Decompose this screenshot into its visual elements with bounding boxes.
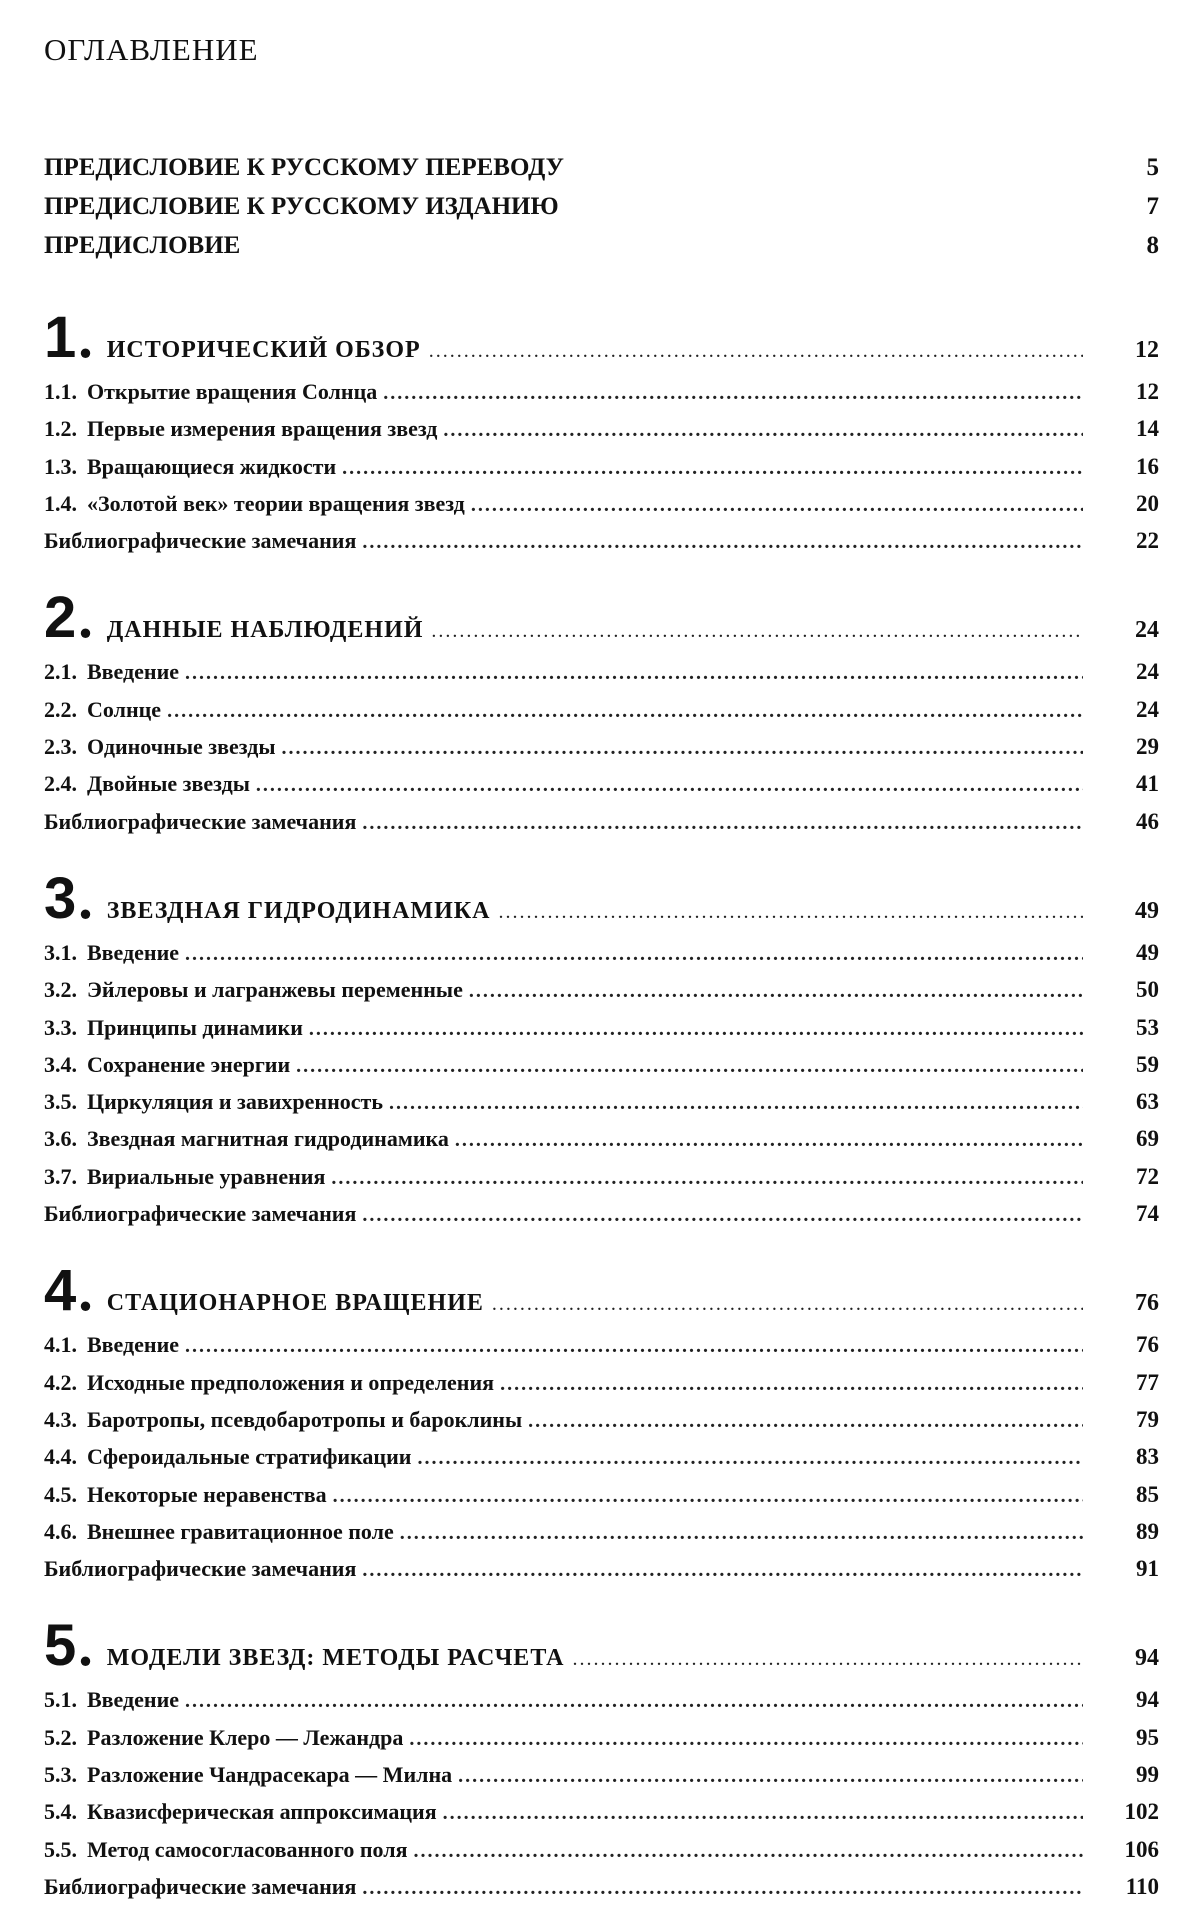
page-number: 22 (1136, 528, 1159, 554)
page-number: 46 (1136, 808, 1159, 834)
page-number: 24 (1136, 696, 1159, 722)
chapter-block (44, 864, 1159, 1232)
section-title: Вириальные уравнения (87, 1163, 326, 1189)
section-title: Введение (87, 1687, 180, 1713)
toc-section-entry[interactable] (44, 971, 1159, 1008)
page-number: 95 (1136, 1724, 1159, 1750)
toc-section-entry[interactable] (44, 1195, 1159, 1232)
chapter-list (44, 303, 1159, 1905)
section-number: 5.2. (44, 1724, 77, 1750)
toc-section-entry[interactable] (44, 1009, 1159, 1046)
chapter-block (44, 303, 1159, 559)
section-title: Введение (87, 939, 180, 965)
chapter-heading[interactable] (44, 1256, 1159, 1326)
section-number: 3.2. (44, 977, 77, 1003)
page-number: 12 (1135, 337, 1159, 363)
toc-section-entry[interactable] (44, 373, 1159, 410)
page-number: 102 (1124, 1799, 1159, 1825)
page-number: 77 (1136, 1369, 1159, 1395)
page-number: 14 (1136, 416, 1159, 442)
dot-leader (362, 1552, 1083, 1589)
page-number: 94 (1136, 1687, 1159, 1713)
section-title: Библиографические замечания (44, 808, 357, 834)
toc-section-entry[interactable] (44, 1326, 1159, 1363)
dot-leader (362, 1197, 1083, 1234)
toc-section-entry[interactable] (44, 485, 1159, 522)
section-number: 2.3. (44, 734, 77, 760)
toc-section-entry[interactable] (44, 728, 1159, 765)
dot-leader (256, 767, 1083, 804)
toc-entry-preface-translation[interactable] (44, 148, 1159, 187)
chapter-heading[interactable] (44, 1611, 1159, 1681)
page-number: 16 (1136, 453, 1159, 479)
section-title: Библиографические замечания (44, 1201, 357, 1227)
page-number: 72 (1136, 1163, 1159, 1189)
section-title: Библиографические замечания (44, 1556, 357, 1582)
toc-section-entry[interactable] (44, 691, 1159, 728)
dot-leader (409, 1721, 1083, 1758)
section-title: Библиографические замечания (44, 528, 357, 554)
dot-leader (500, 1366, 1083, 1403)
section-number: 4.2. (44, 1369, 77, 1395)
dot-leader (185, 655, 1083, 692)
toc-section-entry[interactable] (44, 1476, 1159, 1513)
toc-section-entry[interactable] (44, 1868, 1159, 1905)
page-number: 5 (1146, 154, 1159, 181)
toc-section-entry[interactable] (44, 653, 1159, 690)
page-number: 69 (1136, 1126, 1159, 1152)
dot-leader (389, 1085, 1083, 1122)
chapter-title: ДАННЫЕ НАБЛЮДЕНИЙ (106, 617, 424, 644)
page-number: 29 (1136, 734, 1159, 760)
dot-leader (282, 730, 1084, 767)
section-number: 5.4. (44, 1799, 77, 1825)
page-number: 7 (1146, 193, 1159, 220)
page-number: 91 (1136, 1556, 1159, 1582)
dot-leader (362, 1870, 1083, 1907)
toc-section-entry[interactable] (44, 1046, 1159, 1083)
dot-leader (400, 1515, 1083, 1552)
dot-leader (469, 973, 1083, 1010)
page-number: 20 (1136, 490, 1159, 516)
section-title: Баротропы, псевдобаротропы и бароклины (87, 1406, 523, 1432)
toc-section-entry[interactable] (44, 1831, 1159, 1868)
toc-section-entry[interactable] (44, 1513, 1159, 1550)
chapter-heading[interactable] (44, 864, 1159, 934)
section-title: Эйлеровы и лагранжевы переменные (87, 977, 463, 1003)
dot-leader (185, 936, 1083, 973)
section-title: Двойные звезды (87, 771, 250, 797)
chapter-number: 3 (44, 865, 77, 931)
toc-section-entry[interactable] (44, 1719, 1159, 1756)
page-number: 24 (1136, 659, 1159, 685)
chapter-number: 2 (44, 585, 77, 651)
page-number: 83 (1136, 1444, 1159, 1470)
dot-leader (362, 805, 1083, 842)
dot-leader (296, 1048, 1083, 1085)
section-number: 3.1. (44, 939, 77, 965)
page-number: 41 (1136, 771, 1159, 797)
page-number: 94 (1135, 1645, 1159, 1672)
toc-entry-preface[interactable] (44, 226, 1159, 265)
chapter-title: СТАЦИОНАРНОЕ ВРАЩЕНИЕ (106, 1290, 484, 1317)
section-number: 3.7. (44, 1163, 77, 1189)
section-number: 3.5. (44, 1089, 77, 1115)
chapter-title: ЗВЕЗДНАЯ ГИДРОДИНАМИКА (106, 897, 491, 924)
page-number: 24 (1135, 617, 1159, 644)
section-number: 2.2. (44, 696, 77, 722)
toc-entry-preface-edition[interactable] (44, 187, 1159, 226)
dot-leader (309, 1011, 1083, 1048)
section-number: 4.6. (44, 1518, 77, 1544)
dot-leader (185, 1683, 1083, 1720)
toc-section-entry[interactable] (44, 803, 1159, 840)
section-title: Внешнее гравитационное поле (87, 1518, 394, 1544)
section-title: «Золотой век» теории вращения звезд (87, 490, 465, 516)
section-title: Первые измерения вращения звезд (87, 416, 438, 442)
toc-section-entry[interactable] (44, 934, 1159, 971)
dot-leader (417, 1440, 1083, 1477)
section-title: Некоторые неравенства (87, 1481, 327, 1507)
page-number: 76 (1135, 1290, 1159, 1317)
page-title: ОГЛАВЛЕНИЕ (44, 32, 259, 67)
section-number: 1.1. (44, 379, 77, 404)
entry-title: ПРЕДИСЛОВИЕ К РУССКОМУ ПЕРЕВОДУ (44, 154, 565, 181)
chapter-block (44, 583, 1159, 839)
page-number: 89 (1136, 1518, 1159, 1544)
section-number: 3.4. (44, 1051, 77, 1077)
chapter-number: 1 (44, 305, 77, 370)
chapter-number-dot: . (78, 865, 93, 931)
chapter-number-dot: . (78, 585, 93, 651)
section-number: 1.3. (44, 453, 77, 479)
section-number: 5.5. (44, 1836, 77, 1862)
page-number: 53 (1136, 1014, 1159, 1040)
page-number: 12 (1136, 379, 1159, 404)
toc-section-entry[interactable] (44, 1364, 1159, 1401)
toc-section-entry[interactable] (44, 1401, 1159, 1438)
section-title: Библиографические замечания (44, 1873, 357, 1899)
page-number: 63 (1136, 1089, 1159, 1115)
section-title: Исходные предположения и определения (87, 1369, 495, 1395)
entry-title: ПРЕДИСЛОВИЕ К РУССКОМУ ИЗДАНИЮ (44, 193, 559, 220)
toc-section-entry[interactable] (44, 1550, 1159, 1587)
section-title: Звездная магнитная гидродинамика (87, 1126, 449, 1152)
section-title: Разложение Чандрасекара — Милна (87, 1762, 453, 1788)
section-number: 3.3. (44, 1014, 77, 1040)
toc-section-entry[interactable] (44, 1756, 1159, 1793)
dot-leader (443, 1795, 1083, 1832)
dot-leader (185, 1328, 1083, 1365)
section-title: Разложение Клеро — Лежандра (87, 1724, 404, 1750)
page-number: 99 (1136, 1762, 1159, 1788)
section-title: Введение (87, 659, 180, 685)
dot-leader (362, 524, 1083, 561)
section-title: Циркуляция и завихренность (87, 1089, 383, 1115)
page-number: 79 (1136, 1406, 1159, 1432)
toc-section-entry[interactable] (44, 1438, 1159, 1475)
dot-leader (528, 1403, 1083, 1440)
page-number: 59 (1136, 1051, 1159, 1077)
chapter-title: ИСТОРИЧЕСКИЙ ОБЗОР (106, 337, 421, 363)
chapter-number-dot: . (78, 1613, 93, 1679)
page-number: 50 (1136, 977, 1159, 1003)
page-number: 49 (1136, 939, 1159, 965)
section-title: Вращающиеся жидкости (87, 453, 337, 479)
chapter-number-dot: . (78, 1258, 93, 1324)
toc-section-entry[interactable] (44, 1681, 1159, 1718)
dot-leader (458, 1758, 1083, 1795)
toc-section-entry[interactable] (44, 1158, 1159, 1195)
section-number: 1.2. (44, 416, 77, 442)
section-title: Принципы динамики (87, 1014, 303, 1040)
page-number: 106 (1124, 1836, 1159, 1862)
dot-leader (331, 1160, 1083, 1197)
dot-leader (471, 487, 1083, 524)
toc-section-entry[interactable] (44, 1083, 1159, 1120)
section-title: Одиночные звезды (87, 734, 276, 760)
section-title: Открытие вращения Солнца (87, 379, 378, 404)
section-number: 1.4. (44, 490, 77, 516)
chapter-title: МОДЕЛИ ЗВЕЗД: МЕТОДЫ РАСЧЕТА (106, 1645, 565, 1672)
page-number: 49 (1135, 897, 1159, 924)
section-number: 4.4. (44, 1444, 77, 1470)
dot-leader (443, 412, 1083, 449)
section-number: 2.1. (44, 659, 77, 685)
toc-section-entry[interactable] (44, 1793, 1159, 1830)
section-number: 2.4. (44, 771, 77, 797)
page-number: 110 (1125, 1873, 1159, 1899)
toc-section-entry[interactable] (44, 765, 1159, 802)
chapter-heading[interactable] (44, 303, 1159, 373)
chapter-number: 5 (44, 1613, 77, 1679)
page-number: 8 (1146, 232, 1159, 259)
dot-leader (333, 1478, 1083, 1515)
section-number: 3.6. (44, 1126, 77, 1152)
toc-section-entry[interactable] (44, 410, 1159, 447)
section-number: 4.1. (44, 1332, 77, 1358)
dot-leader (383, 375, 1083, 412)
section-title: Сфероидальные стратификации (87, 1444, 412, 1470)
page-number: 85 (1136, 1481, 1159, 1507)
chapter-block (44, 1256, 1159, 1587)
section-title: Солнце (87, 696, 162, 722)
toc-section-entry[interactable] (44, 448, 1159, 485)
entry-title: ПРЕДИСЛОВИЕ (44, 232, 241, 259)
preface-list (44, 148, 1159, 265)
section-number: 5.1. (44, 1687, 77, 1713)
dot-leader (342, 450, 1083, 487)
chapter-heading[interactable] (44, 583, 1159, 653)
dot-leader (413, 1833, 1083, 1870)
section-title: Метод самосогласованного поля (87, 1836, 408, 1862)
dot-leader (167, 693, 1083, 730)
page-number: 76 (1136, 1332, 1159, 1358)
chapter-block (44, 1611, 1159, 1905)
chapter-number: 4 (44, 1258, 77, 1324)
section-title: Сохранение энергии (87, 1051, 291, 1077)
section-title: Квазисферическая аппроксимация (87, 1799, 437, 1825)
section-title: Введение (87, 1332, 180, 1358)
section-number: 4.3. (44, 1406, 77, 1432)
dot-leader (455, 1122, 1083, 1159)
toc-section-entry[interactable] (44, 522, 1159, 559)
section-number: 5.3. (44, 1762, 77, 1788)
page-number: 74 (1136, 1201, 1159, 1227)
toc-section-entry[interactable] (44, 1120, 1159, 1157)
section-number: 4.5. (44, 1481, 77, 1507)
chapter-number-dot: . (78, 305, 93, 370)
